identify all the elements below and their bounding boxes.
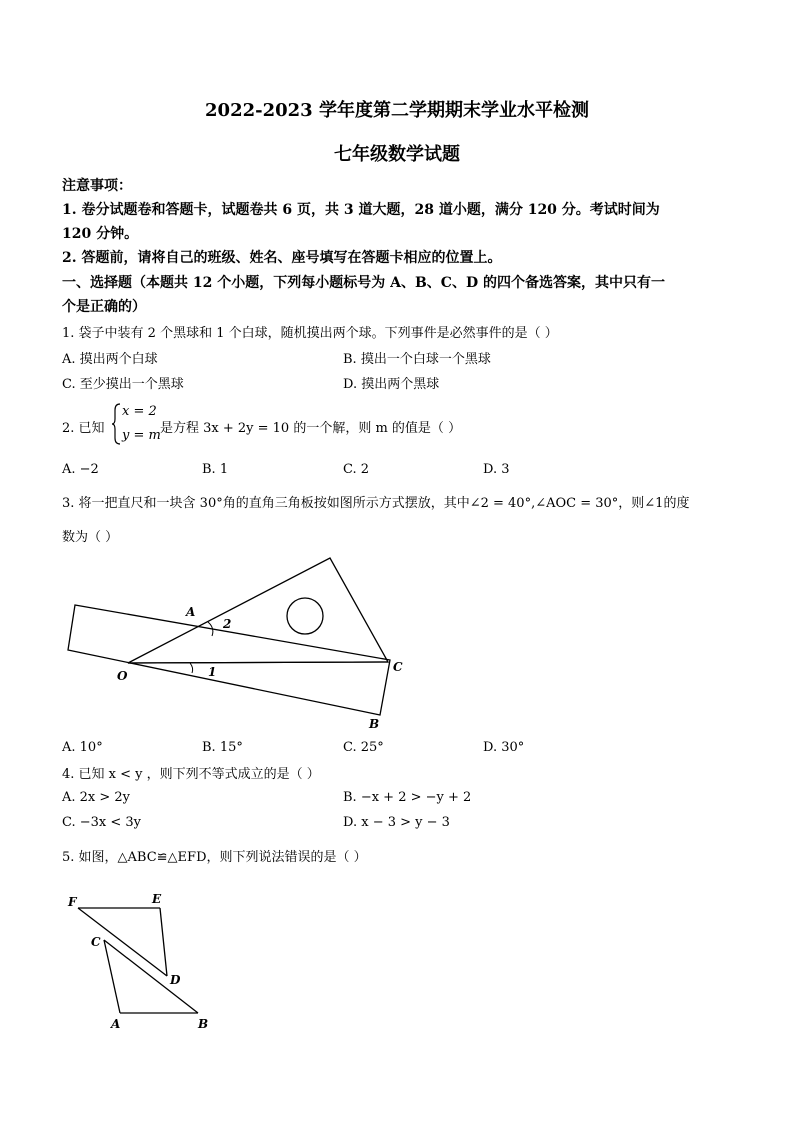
question-5-stem: 5. 如图，△ABC≌△EFD，则下列说法错误的是（ ）: [62, 850, 367, 865]
notice-item-1-line-1: 1. 卷分试题卷和答题卡，试题卷共 6 页，共 3 道大题，28 道小题，满分 120 分。考试时间为: [62, 202, 660, 218]
question-4-option-a: A. 2x > 2y: [62, 790, 131, 805]
label-a: A: [111, 1017, 121, 1031]
label-o: O: [117, 669, 128, 683]
question-4-option-c: C. −3x < 3y: [62, 815, 142, 830]
ruler-triangle-figure: [60, 550, 420, 735]
label-angle-2: 2: [223, 617, 232, 631]
label-b: B: [198, 1017, 209, 1031]
label-a: A: [186, 605, 196, 619]
question-1-option-d: D. 摸出两个黑球: [343, 377, 440, 392]
notice-heading: 注意事项：: [62, 178, 132, 194]
section-1-heading-line-2: 个是正确的）: [62, 299, 146, 315]
line-oc: [128, 662, 388, 663]
page-subtitle: 七年级数学试题: [334, 144, 460, 165]
question-3-option-b: B. 15°: [202, 740, 243, 755]
label-c: C: [393, 660, 403, 674]
question-1-option-c: C. 至少摸出一个黑球: [62, 377, 184, 392]
label-f: F: [68, 895, 77, 909]
question-2-suffix: 是方程 3x + 2y = 10 的一个解，则 m 的值是（ ）: [160, 421, 462, 436]
label-d: D: [170, 973, 181, 987]
question-1-stem: 1. 袋子中装有 2 个黑球和 1 个白球，随机摸出两个球。下列事件是必然事件的是（ ）: [62, 326, 558, 341]
question-3-option-a: A. 10°: [62, 740, 103, 755]
question-2-option-a: A. −2: [62, 462, 99, 477]
system-equation-2: y = m: [122, 428, 161, 443]
page-title: 2022-2023 学年度第二学期期末学业水平检测: [205, 100, 589, 121]
triangle-shape: [128, 558, 388, 663]
question-3-option-c: C. 25°: [343, 740, 384, 755]
question-3-stem-line-2: 数为（ ）: [62, 530, 119, 545]
question-3-stem-line-1: 3. 将一把直尺和一块含 30°角的直角三角板按如图所示方式摆放，其中∠2 = 40°,∠AOC = 30°，则∠1的度: [62, 496, 690, 511]
segment-ed: [160, 908, 167, 976]
question-3-option-d: D. 30°: [483, 740, 525, 755]
system-brace: [112, 402, 122, 446]
question-4-stem: 4. 已知 x < y ，则下列不等式成立的是（ ）: [62, 767, 320, 782]
question-2-option-d: D. 3: [483, 462, 510, 477]
system-equation-1: x = 2: [122, 404, 157, 419]
question-2-option-c: C. 2: [343, 462, 370, 477]
label-e: E: [152, 892, 162, 906]
notice-item-2: 2. 答题前，请将自己的班级、姓名、座号填写在答题卡相应的位置上。: [62, 250, 502, 266]
notice-item-1-line-2: 120 分钟。: [62, 226, 139, 242]
triangle-hole: [287, 598, 323, 634]
label-angle-1: 1: [208, 665, 217, 679]
question-4-option-d: D. x − 3 > y − 3: [343, 815, 450, 830]
section-1-heading-line-1: 一、选择题（本题共 12 个小题，下列每小题标号为 A、B、C、D 的四个备选答案，其中只有一: [62, 275, 665, 291]
question-2-prefix: 2. 已知: [62, 421, 105, 436]
question-4-option-b: B. −x + 2 > −y + 2: [343, 790, 472, 805]
label-b: B: [369, 717, 380, 731]
angle-1-arc: [190, 663, 193, 673]
label-c: C: [91, 935, 101, 949]
question-1-option-a: A. 摸出两个白球: [62, 352, 158, 367]
question-2-option-b: B. 1: [202, 462, 229, 477]
congruent-triangles-figure: [60, 888, 220, 1038]
question-1-option-b: B. 摸出一个白球一个黑球: [343, 352, 491, 367]
